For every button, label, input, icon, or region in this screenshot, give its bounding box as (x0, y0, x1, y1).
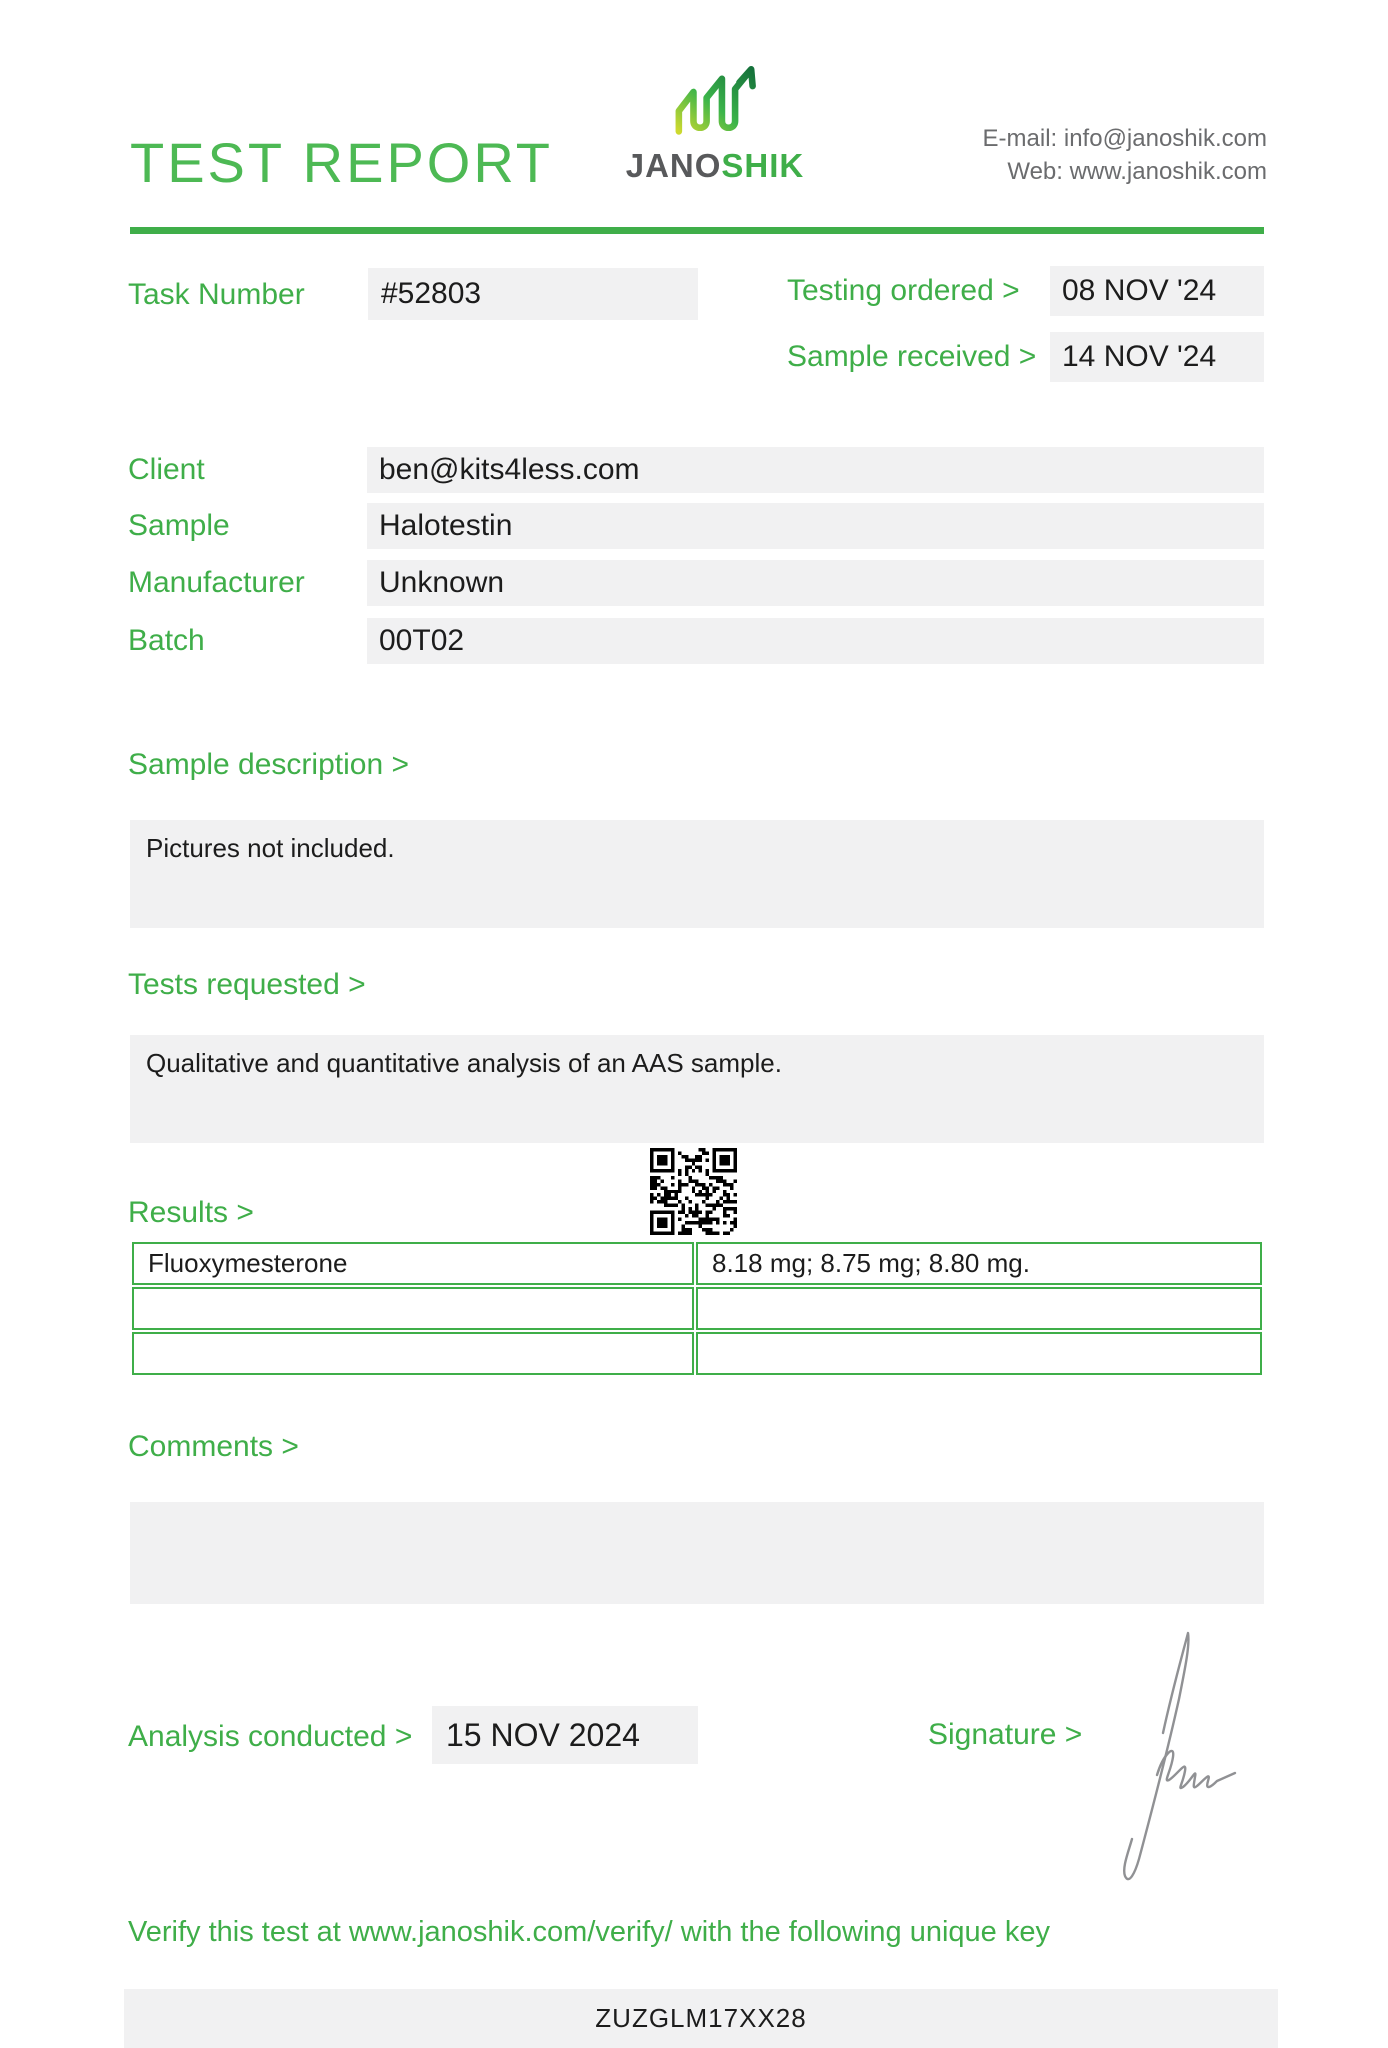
client-label: Client (128, 453, 205, 486)
client-value: ben@kits4less.com (367, 447, 1264, 493)
result-values (696, 1332, 1262, 1375)
growth-chart-icon (673, 62, 757, 138)
table-row (132, 1332, 1262, 1375)
tests-requested-box (130, 1035, 1264, 1143)
header-divider (130, 227, 1264, 234)
task-number-value: #52803 (368, 268, 698, 320)
comments-heading: Comments > (128, 1430, 299, 1463)
result-substance (132, 1332, 694, 1375)
sample-received-label: Sample received > (787, 340, 1037, 373)
table-row (132, 1242, 1262, 1285)
results-heading: Results > (128, 1196, 254, 1229)
table-row (132, 1287, 1262, 1330)
testing-ordered-value: 08 NOV '24 (1050, 266, 1264, 316)
sample-description-text: Pictures not included. (146, 833, 395, 863)
page-title: TEST REPORT (130, 131, 554, 194)
unique-key-value: ZUZGLM17XX28 (124, 1989, 1278, 2048)
verify-instructions: Verify this test at www.janoshik.com/verify/ with the following unique key (128, 1916, 1050, 1948)
analysis-conducted-label: Analysis conducted > (128, 1720, 413, 1753)
janoshik-logo (600, 62, 830, 185)
result-values (696, 1287, 1262, 1330)
tests-requested-text: Qualitative and quantitative analysis of an AAS sample. (146, 1048, 782, 1078)
sample-value: Halotestin (367, 503, 1264, 549)
sample-description-box (130, 820, 1264, 928)
logo-text-jano: JANO (625, 147, 722, 184)
manufacturer-value: Unknown (367, 560, 1264, 606)
logo-wordmark (600, 147, 830, 185)
result-values: 8.18 mg; 8.75 mg; 8.80 mg. (696, 1242, 1262, 1285)
qr-code-icon (650, 1148, 737, 1235)
task-number-label: Task Number (128, 278, 305, 311)
signature-image (1105, 1623, 1255, 1891)
tests-requested-heading: Tests requested > (128, 968, 366, 1001)
sample-received-value: 14 NOV '24 (1050, 332, 1264, 382)
manufacturer-label: Manufacturer (128, 566, 305, 599)
signature-label: Signature > (928, 1718, 1083, 1751)
analysis-conducted-value: 15 NOV 2024 (432, 1706, 698, 1764)
testing-ordered-label: Testing ordered > (787, 274, 1020, 307)
result-substance: Fluoxymesterone (132, 1242, 694, 1285)
comments-box (130, 1502, 1264, 1604)
batch-label: Batch (128, 624, 205, 657)
contact-web: Web: www.janoshik.com (1007, 158, 1267, 185)
sample-description-heading: Sample description > (128, 748, 409, 781)
results-table (130, 1240, 1264, 1377)
logo-text-shik: SHIK (721, 147, 805, 184)
batch-value: 00T02 (367, 618, 1264, 664)
sample-label: Sample (128, 509, 230, 542)
contact-block (983, 122, 1267, 188)
result-substance (132, 1287, 694, 1330)
contact-email: E-mail: info@janoshik.com (982, 125, 1267, 152)
